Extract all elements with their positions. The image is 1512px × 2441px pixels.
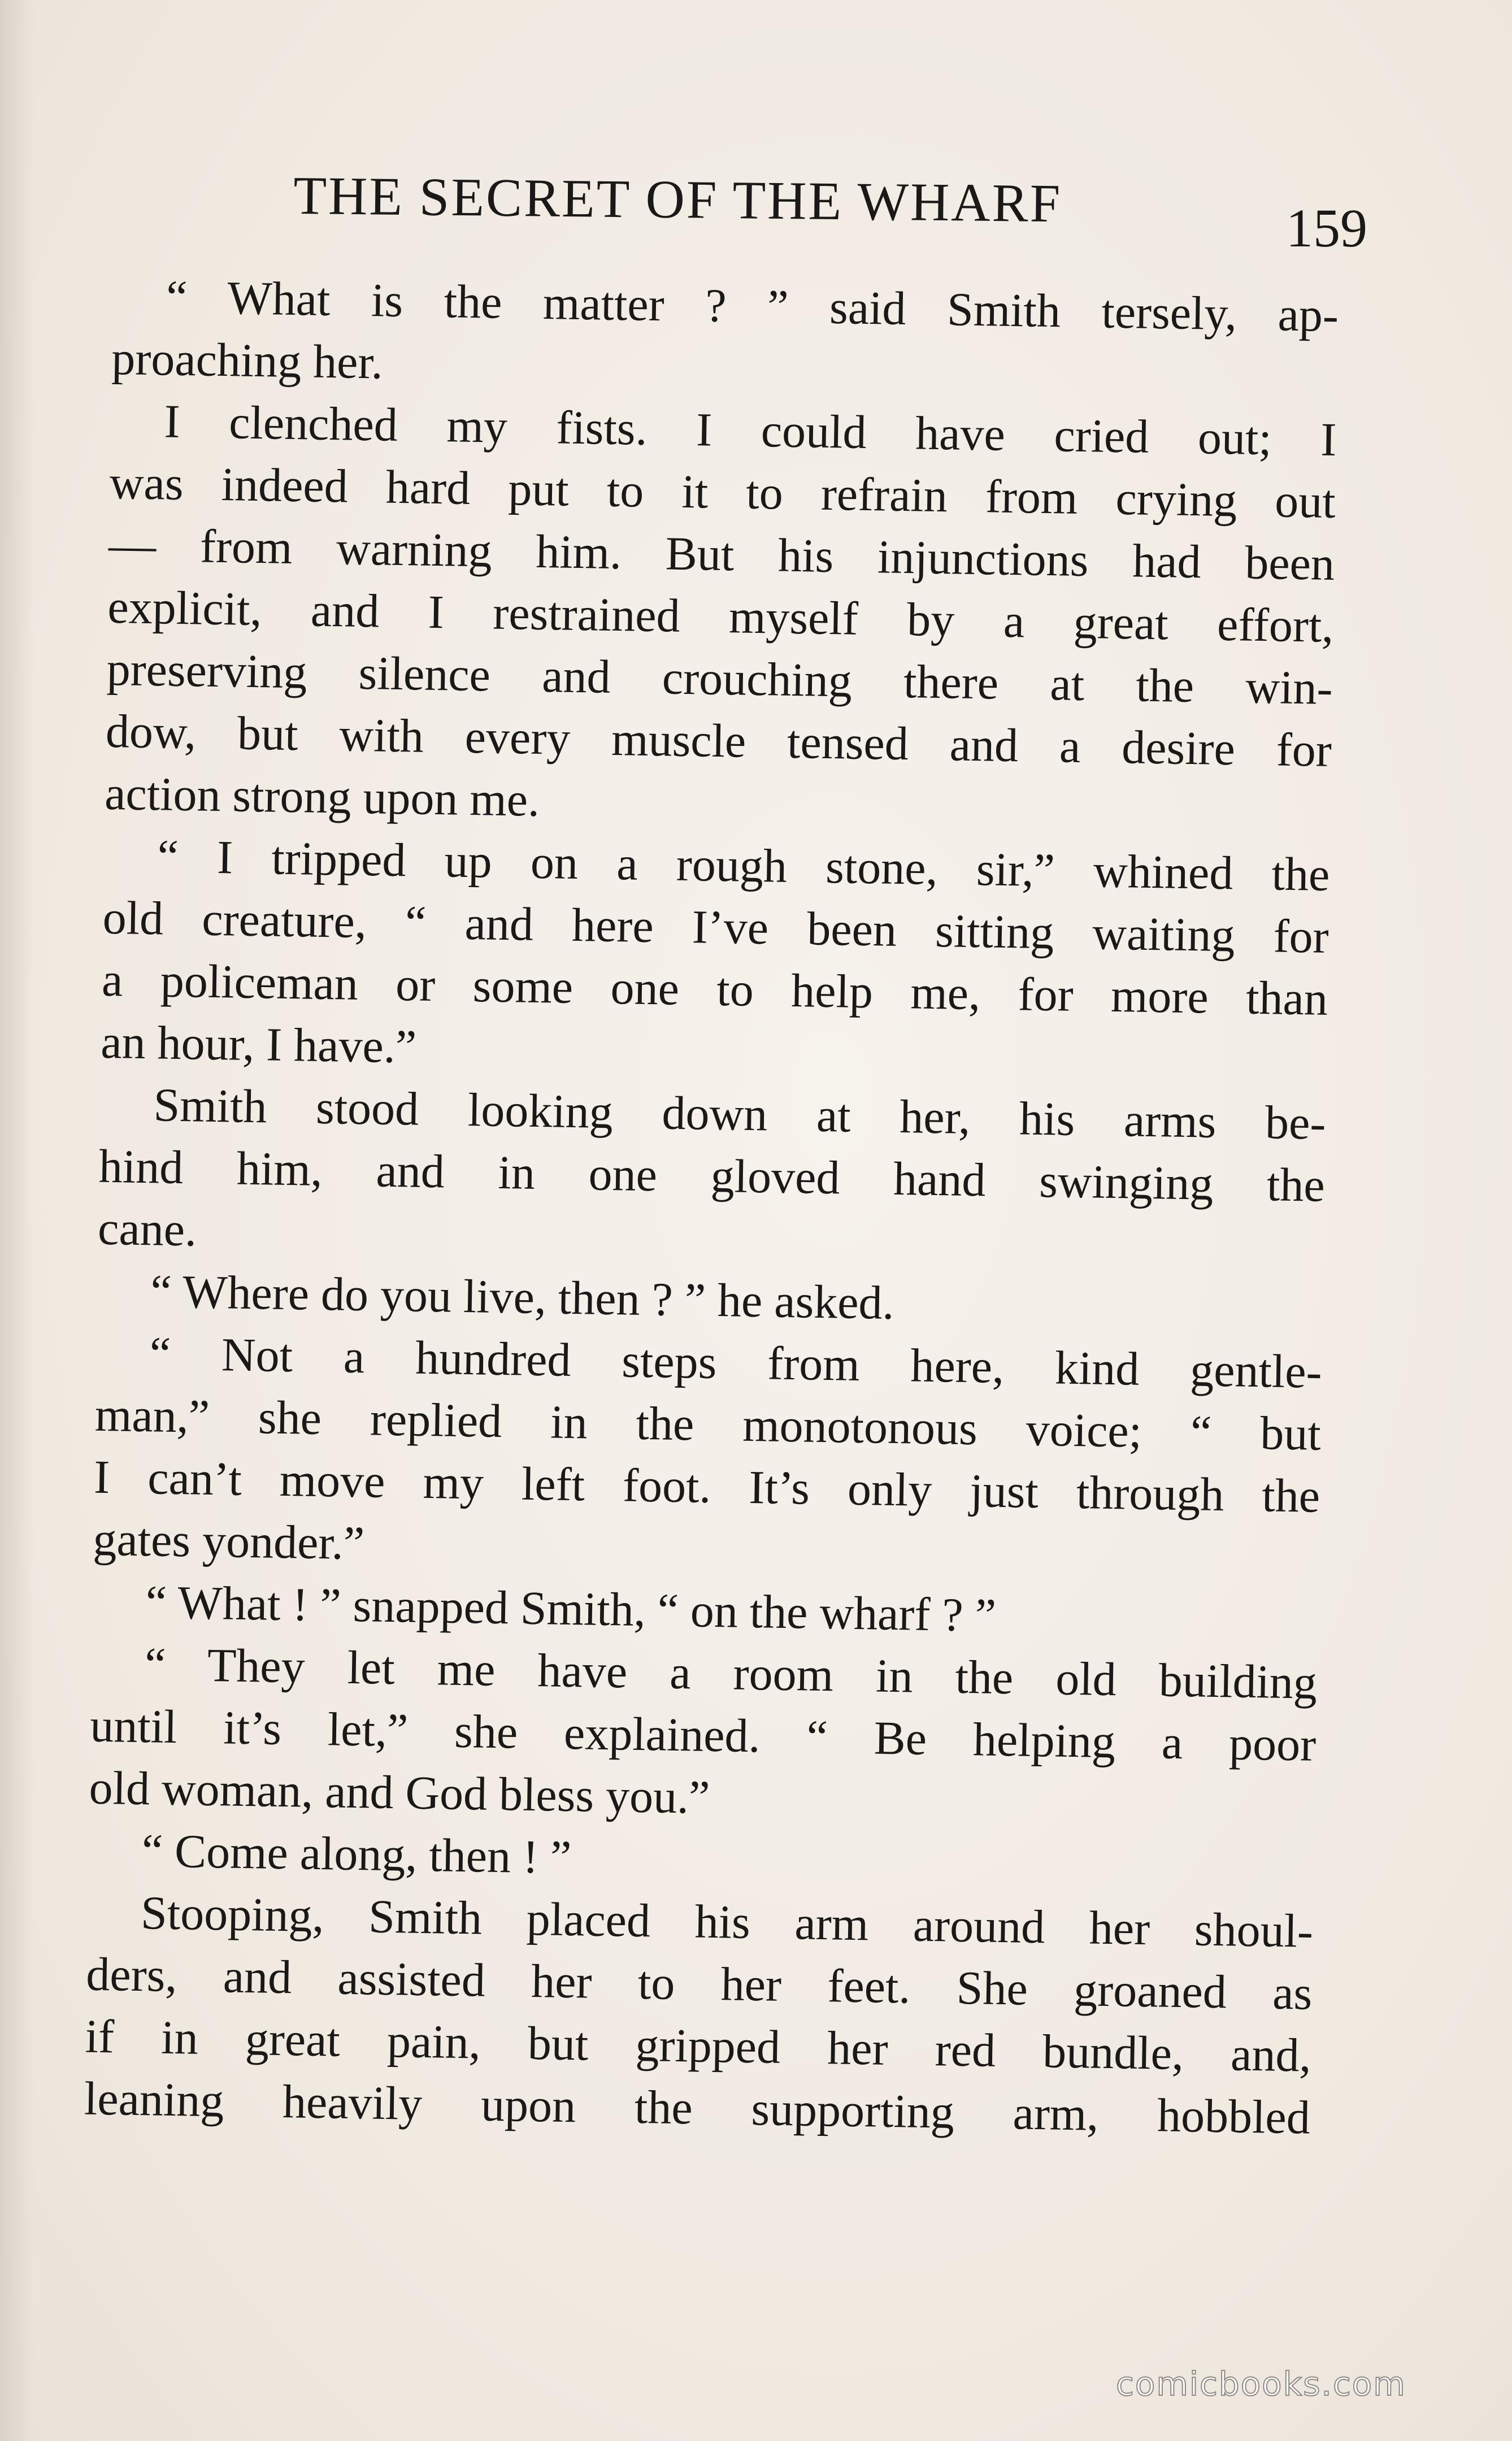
running-title: THE SECRET OF THE WHARF: [293, 164, 1062, 234]
text-line: “ Come along, then ! ”: [141, 1825, 572, 1884]
text-line: explicit, and I restrained myself by a great effort,: [107, 580, 1334, 653]
text-line: I clenched my fists. I could have cried out; I: [163, 395, 1337, 467]
body-text: [82, 266, 1339, 2217]
text-line: “ I tripped up on a rough stone, sir,” whined the: [157, 830, 1331, 901]
text-line: “ Not a hundred steps from here, kind gentle-: [149, 1327, 1323, 1398]
text-line: “ What ! ” snapped Smith, “ on the wharf ? ”: [145, 1576, 997, 1642]
watermark: comicbooks.com: [1116, 2365, 1406, 2403]
text-line: ders, and assisted her to her feet. She groaned as: [85, 1948, 1313, 2020]
text-line: “ What is the matter ? ” said Smith tersely, ap-: [166, 271, 1339, 342]
text-line: I can’t move my left foot. It’s only just through the: [93, 1450, 1320, 1523]
running-head: [293, 164, 1367, 258]
text-line: hind him, and in one gloved hand swinging the: [98, 1140, 1326, 1212]
text-line: “ Where do you live, then ? ” he asked.: [150, 1265, 895, 1330]
text-line: leaning heavily upon the supporting arm, hobbled: [84, 2072, 1311, 2144]
text-line: Stooping, Smith placed his arm around her shoul-: [140, 1887, 1314, 1958]
text-line: Smith stood looking down at her, his arms be-: [153, 1079, 1327, 1150]
spine-shadow: [0, 0, 34, 2441]
text-line: gates yonder.”: [92, 1513, 365, 1570]
text-line: until it’s let,” she explained. “ Be helping a poor: [89, 1699, 1317, 1771]
text-line: if in great pain, but gripped her red bundle, and,: [85, 2010, 1312, 2082]
text-line: “ They let me have a room in the old building: [144, 1638, 1318, 1709]
text-line: — from warning him. But his injunctions had been: [108, 518, 1335, 591]
text-line: old creature, “ and here I’ve been sitting waiting for: [102, 891, 1329, 963]
text-line: dow, but with every muscle tensed and a desire for: [105, 705, 1332, 777]
text-line: old woman, and God bless you.”: [88, 1761, 711, 1824]
page-number: 159: [1286, 198, 1367, 258]
text-line: proaching her.: [111, 332, 384, 389]
text-line: man,” she replied in the monotonous voice; “ but: [94, 1388, 1322, 1461]
text-line: an hour, I have.”: [100, 1015, 417, 1074]
text-line: a policeman or some one to help me, for more than: [101, 953, 1328, 1026]
text-line: was indeed hard put to it to refrain from crying out: [109, 456, 1336, 529]
text-line: action strong upon me.: [104, 767, 540, 827]
text-line: cane.: [97, 1202, 197, 1257]
text-line: preserving silence and crouching there at the win-: [106, 642, 1333, 715]
